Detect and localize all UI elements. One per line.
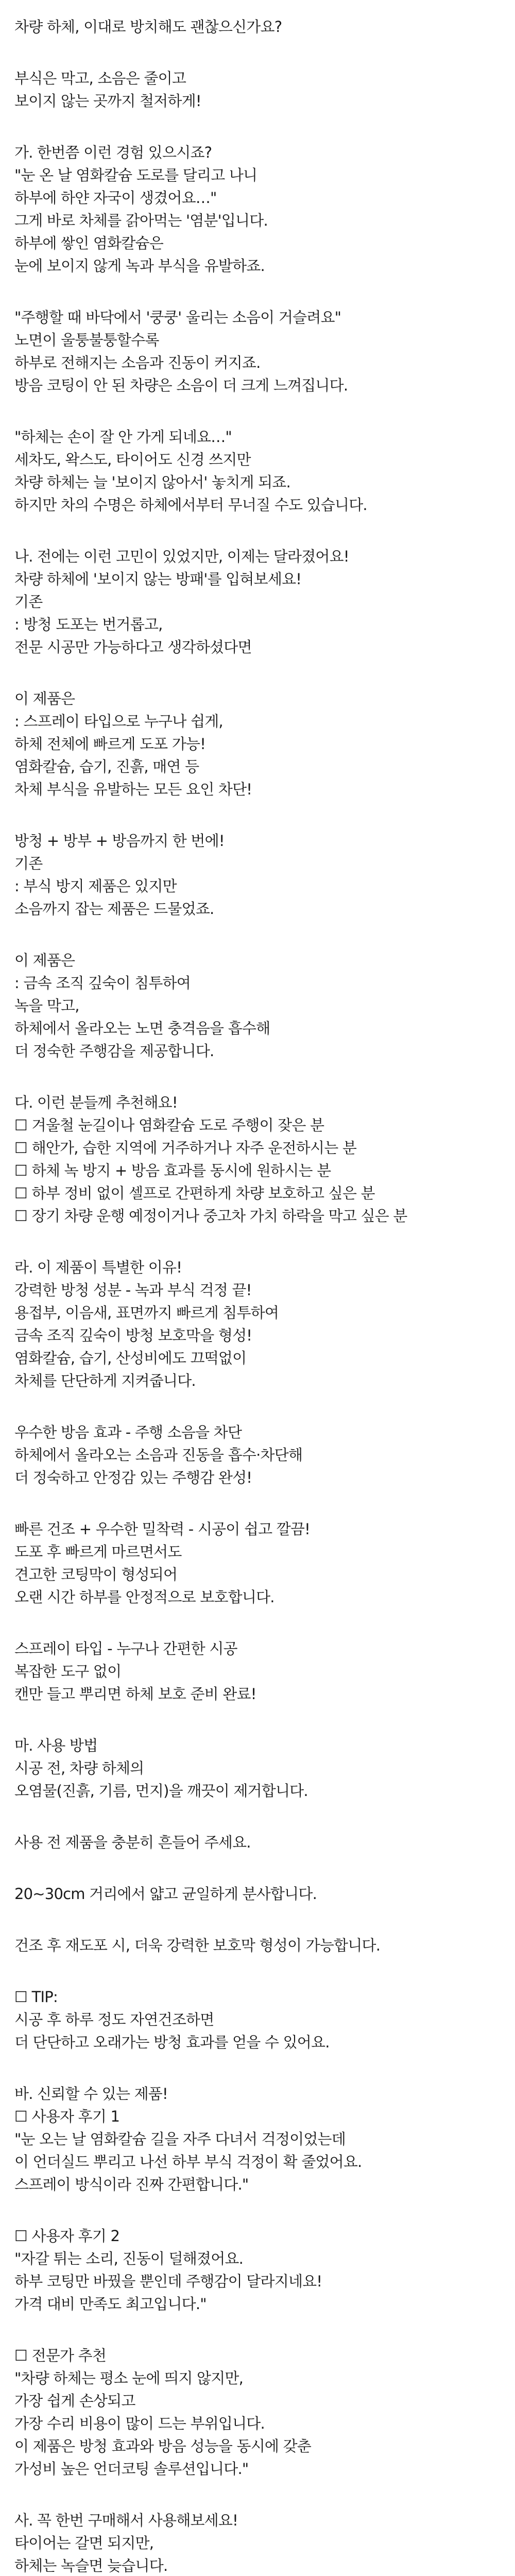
- text-line: ☐ 사용자 후기 2: [14, 2227, 120, 2245]
- text-line: : 방청 도포는 번거롭고,: [14, 616, 163, 633]
- text-line: 염화칼슘, 습기, 산성비에도 끄떡없이: [14, 1349, 247, 1367]
- text-line: 건조 후 재도포 시, 더욱 강력한 보호막 형성이 가능합니다.: [14, 1937, 381, 1954]
- text-line: 바. 신뢰할 수 있는 제품!: [14, 2085, 168, 2103]
- text-line: 오염물(진흙, 기름, 먼지)을 깨끗이 제거합니다.: [14, 1782, 308, 1800]
- text-line: : 금속 조직 깊숙이 침투하여: [14, 974, 191, 992]
- paragraph-1: [14, 15, 515, 38]
- paragraph-17: [14, 1883, 515, 1905]
- text-line: 하부로 전해지는 소음과 진동이 커지죠.: [14, 354, 261, 371]
- text-line: 소음까지 잡는 제품은 드물었죠.: [14, 900, 214, 918]
- paragraph-9: [14, 949, 515, 1062]
- text-line: 시공 전, 차량 하체의: [14, 1759, 144, 1777]
- text-line: ☐ 겨울철 눈길이나 염화칼슘 도로 주행이 잦은 분: [14, 1116, 324, 1134]
- text-line: 차체를 단단하게 지켜줍니다.: [14, 1372, 196, 1389]
- text-line: 부식은 막고, 소음은 줄이고: [14, 70, 186, 87]
- text-line: ☐ 전문가 추천: [14, 2347, 107, 2364]
- text-line: 이 제품은: [14, 952, 75, 969]
- paragraph-19: [14, 1986, 515, 2054]
- text-line: 그게 바로 차체를 갉아먹는 '염분'입니다.: [14, 212, 268, 229]
- text-line: 가장 쉽게 손상되고: [14, 2392, 135, 2410]
- text-line: 가격 대비 만족도 최고입니다.": [14, 2295, 207, 2313]
- text-line: 강력한 방청 성분 - 녹과 부식 걱정 끝!: [14, 1281, 252, 1299]
- text-line: 가성비 높은 언더코팅 솔루션입니다.": [14, 2460, 249, 2478]
- text-line: 방음 코팅이 안 된 차량은 소음이 더 크게 느껴집니다.: [14, 377, 348, 394]
- paragraph-18: [14, 1934, 515, 1957]
- text-line: 시공 후 하루 정도 자연건조하면: [14, 2011, 214, 2028]
- text-line: 도포 후 빠르게 마르면서도: [14, 1543, 182, 1561]
- paragraph-14: [14, 1637, 515, 1705]
- text-line: "차량 하체는 평소 눈에 띄지 않지만,: [14, 2369, 244, 2387]
- text-line: 녹을 막고,: [14, 997, 79, 1014]
- text-line: 노면이 울퉁불퉁할수록: [14, 331, 159, 349]
- text-line: ☐ 해안가, 습한 지역에 거주하거나 자주 운전하시는 분: [14, 1139, 357, 1157]
- text-line: 하부에 하얀 자국이 생겼어요…": [14, 189, 217, 207]
- paragraph-16: [14, 1831, 515, 1854]
- document-body: [14, 15, 515, 2576]
- text-line: 사용 전 제품을 충분히 흔들어 주세요.: [14, 1834, 251, 1851]
- text-line: 스프레이 방식이라 진짜 간편합니다.": [14, 2176, 249, 2193]
- text-line: 가장 수리 비용이 많이 드는 부위입니다.: [14, 2415, 265, 2432]
- paragraph-23: [14, 2509, 515, 2576]
- paragraph-11: [14, 1256, 515, 1392]
- text-line: 하체는 녹슬면 늦습니다.: [14, 2557, 168, 2574]
- text-line: 하체에서 올라오는 노면 충격음을 흡수해: [14, 1020, 270, 1037]
- text-line: 눈에 보이지 않게 녹과 부식을 유발하죠.: [14, 257, 265, 275]
- text-line: 하체 전체에 빠르게 도포 가능!: [14, 735, 206, 753]
- paragraph-20: [14, 2082, 515, 2196]
- text-line: 복잡한 도구 없이: [14, 1663, 122, 1680]
- text-line: 차량 하체, 이대로 방치해도 괜찮으신가요?: [14, 18, 282, 36]
- paragraph-2: [14, 67, 515, 112]
- text-line: 우수한 방음 효과 - 주행 소음을 차단: [14, 1423, 242, 1441]
- text-line: ☐ 하부 정비 없이 셀프로 간편하게 차량 보호하고 싶은 분: [14, 1184, 375, 1202]
- text-line: 빠른 건조 + 우수한 밀착력 - 시공이 쉽고 깔끔!: [14, 1520, 310, 1538]
- text-line: 차량 하체에 '보이지 않는 방패'를 입혀보세요!: [14, 570, 302, 588]
- text-line: 더 정숙한 주행감을 제공합니다.: [14, 1042, 214, 1060]
- text-line: 이 언더실드 뿌리고 나선 하부 부식 걱정이 확 줄었어요.: [14, 2153, 362, 2171]
- paragraph-4: [14, 306, 515, 397]
- text-line: 오랜 시간 하부를 안정적으로 보호합니다.: [14, 1588, 274, 1606]
- text-line: 이 제품은 방청 효과와 방음 성능을 동시에 갖춘: [14, 2437, 311, 2455]
- text-line: 견고한 코팅막이 형성되어: [14, 1566, 178, 1583]
- text-line: : 부식 방지 제품은 있지만: [14, 877, 177, 895]
- text-line: 차량 하체는 늘 '보이지 않아서' 놓치게 되죠.: [14, 473, 290, 491]
- text-line: 더 정숙하고 안정감 있는 주행감 완성!: [14, 1469, 252, 1486]
- paragraph-21: [14, 2225, 515, 2315]
- text-line: 20~30cm 거리에서 얇고 균일하게 분사합니다.: [14, 1885, 317, 1903]
- text-line: 기존: [14, 593, 43, 611]
- text-line: 다. 이런 분들께 추천해요!: [14, 1094, 178, 1111]
- text-line: ☐ 장기 차량 운행 예정이거나 중고차 가치 하락을 막고 싶은 분: [14, 1207, 407, 1225]
- text-line: "주행할 때 바닥에서 '쿵쿵' 울리는 소음이 거슬려요": [14, 309, 341, 326]
- text-line: 방청 + 방부 + 방음까지 한 번에!: [14, 832, 225, 850]
- text-line: 하체에서 올라오는 소음과 진동을 흡수·차단해: [14, 1446, 303, 1464]
- text-line: 기존: [14, 855, 43, 872]
- text-line: 전문 시공만 가능하다고 생각하셨다면: [14, 638, 252, 656]
- text-line: 보이지 않는 곳까지 철저하게!: [14, 92, 201, 110]
- text-line: 라. 이 제품이 특별한 이유!: [14, 1259, 182, 1276]
- text-line: : 스프레이 타입으로 누구나 쉽게,: [14, 713, 223, 730]
- text-line: 하부 코팅만 바꿨을 뿐인데 주행감이 달라지네요!: [14, 2273, 322, 2290]
- text-line: "자갈 튀는 소리, 진동이 덜해졌어요.: [14, 2250, 244, 2267]
- text-line: 하지만 차의 수명은 하체에서부터 무너질 수도 있습니다.: [14, 496, 367, 514]
- text-line: "하체는 손이 잘 안 가게 되네요…": [14, 428, 232, 446]
- text-line: 가. 한번쯤 이런 경험 있으시죠?: [14, 144, 212, 161]
- paragraph-22: [14, 2344, 515, 2480]
- paragraph-6: [14, 545, 515, 658]
- text-line: ☐ TIP:: [14, 1988, 58, 2006]
- paragraph-13: [14, 1518, 515, 1608]
- text-line: 용접부, 이음새, 표면까지 빠르게 침투하여: [14, 1304, 279, 1321]
- text-line: 하부에 쌓인 염화칼슘은: [14, 234, 163, 252]
- paragraph-7: [14, 687, 515, 801]
- paragraph-12: [14, 1421, 515, 1489]
- text-line: ☐ 하체 녹 방지 + 방음 효과를 동시에 원하시는 분: [14, 1162, 331, 1179]
- paragraph-10: [14, 1091, 515, 1227]
- paragraph-15: [14, 1734, 515, 1802]
- paragraph-5: [14, 426, 515, 516]
- text-line: 스프레이 타입 - 누구나 간편한 시공: [14, 1640, 237, 1657]
- text-line: 캔만 들고 뿌리면 하체 보호 준비 완료!: [14, 1685, 256, 1703]
- text-line: 차체 부식을 유발하는 모든 요인 차단!: [14, 781, 252, 798]
- text-line: 사. 꼭 한번 구매해서 사용해보세요!: [14, 2512, 238, 2529]
- text-line: 염화칼슘, 습기, 진흙, 매연 등: [14, 758, 199, 775]
- text-line: 금속 조직 깊숙이 방청 보호막을 형성!: [14, 1327, 252, 1344]
- text-line: ☐ 사용자 후기 1: [14, 2108, 120, 2125]
- text-line: 나. 전에는 이런 고민이 있었지만, 이제는 달라졌어요!: [14, 548, 349, 565]
- text-line: "눈 오는 날 염화칼슘 길을 자주 다녀서 걱정이었는데: [14, 2130, 346, 2148]
- text-line: 타이어는 갈면 되지만,: [14, 2534, 154, 2552]
- text-line: "눈 온 날 염화칼슘 도로를 달리고 나니: [14, 166, 258, 184]
- paragraph-8: [14, 829, 515, 920]
- text-line: 세차도, 왁스도, 타이어도 신경 쓰지만: [14, 451, 251, 468]
- text-line: 더 단단하고 오래가는 방청 효과를 얻을 수 있어요.: [14, 2033, 330, 2051]
- text-line: 이 제품은: [14, 690, 75, 707]
- text-line: 마. 사용 방법: [14, 1737, 98, 1754]
- paragraph-3: [14, 141, 515, 277]
